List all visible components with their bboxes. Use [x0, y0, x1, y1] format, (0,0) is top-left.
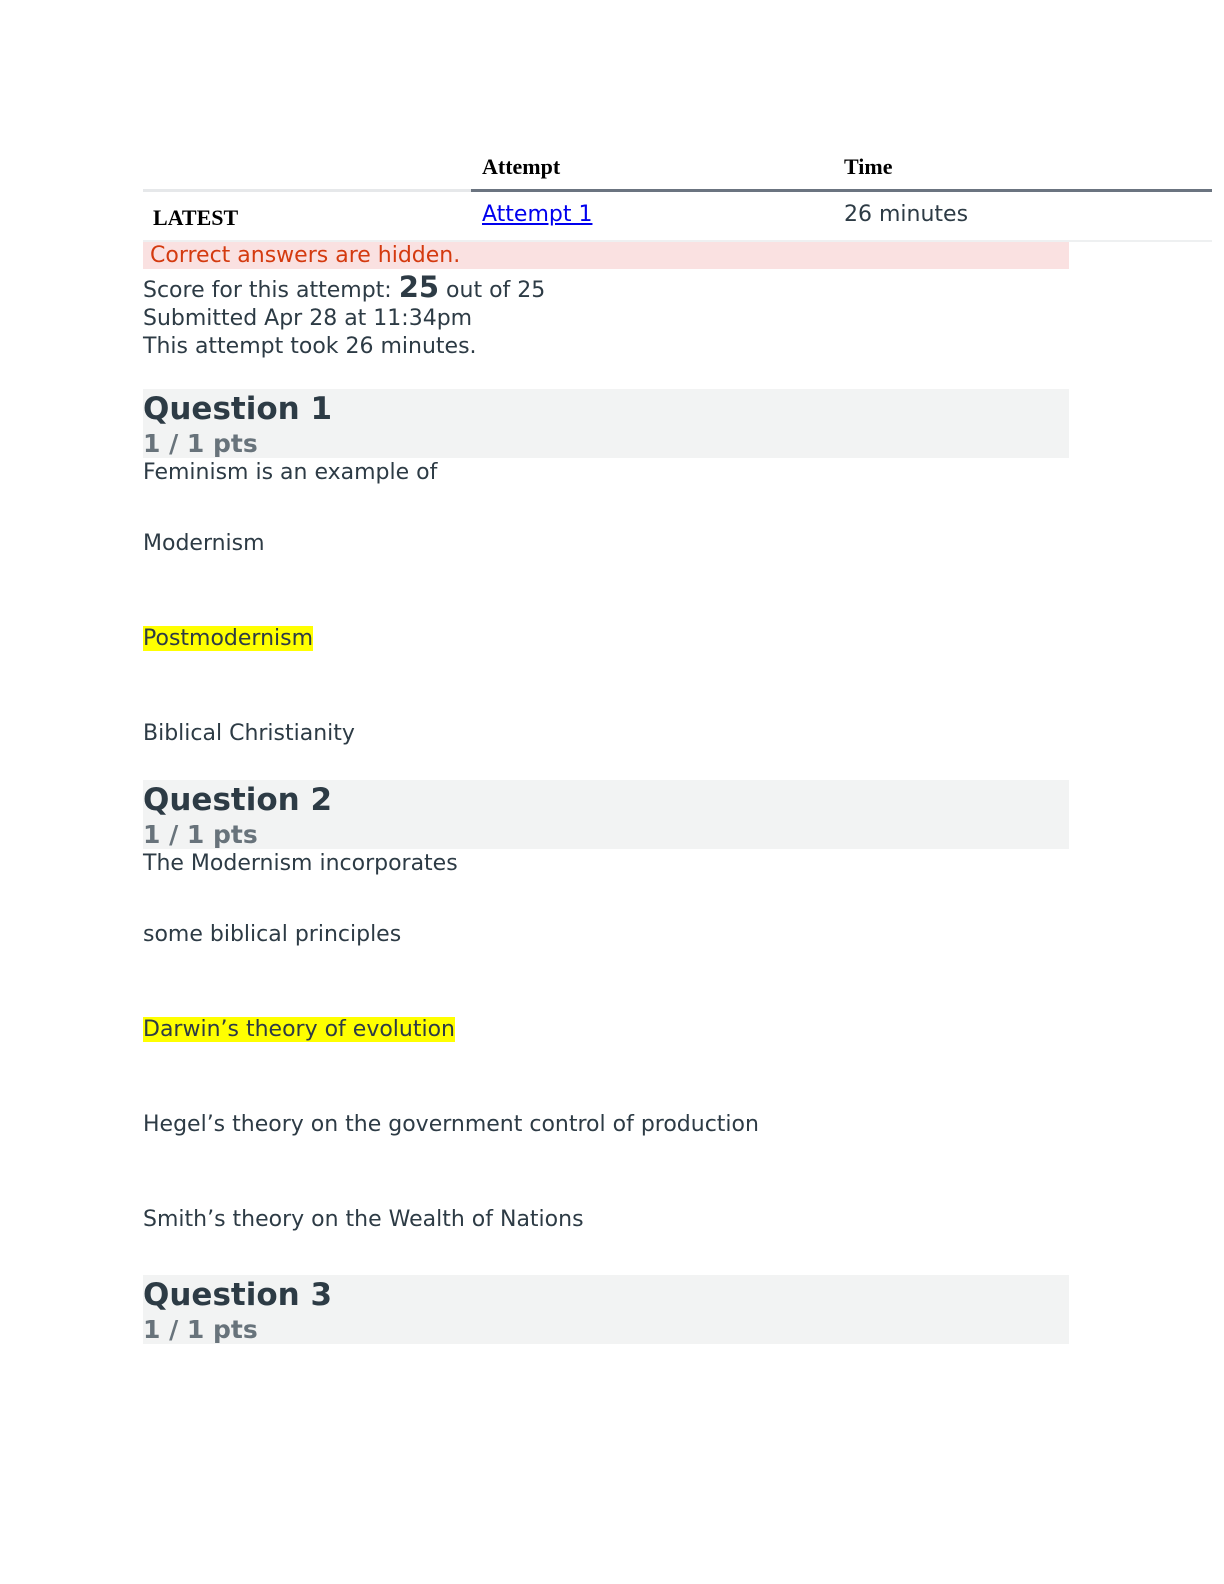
correct-answers-hidden-banner: Correct answers are hidden.	[143, 242, 1069, 269]
answer-text: Postmodernism	[143, 626, 314, 651]
question-text: Feminism is an example of	[143, 460, 438, 485]
answer-option-selected[interactable]	[143, 624, 1212, 654]
answer-option[interactable]	[143, 1110, 1212, 1140]
answer-option[interactable]	[143, 920, 1212, 950]
question-title: Question 3	[143, 1277, 333, 1313]
question-points: 1 / 1 pts	[143, 429, 258, 458]
question-3	[143, 1275, 1212, 1344]
score-suffix: out of 25	[439, 278, 546, 303]
column-header-attempt: Attempt	[482, 154, 561, 179]
question-points: 1 / 1 pts	[143, 820, 258, 849]
answer-list	[143, 920, 1212, 1235]
attempt-time: 26 minutes	[844, 202, 969, 227]
duration-line: This attempt took 26 minutes.	[143, 334, 477, 359]
score-line	[143, 270, 1212, 305]
quiz-results-page	[143, 150, 1212, 1344]
column-header-time: Time	[844, 154, 893, 179]
question-title: Question 2	[143, 782, 333, 818]
question-text: The Modernism incorporates	[143, 851, 458, 876]
latest-label: LATEST	[153, 205, 239, 230]
answer-text: Biblical Christianity	[143, 721, 355, 746]
answer-option[interactable]	[143, 529, 1212, 559]
answer-text: Hegel’s theory on the government control of production	[143, 1112, 759, 1137]
answer-text: Darwin’s theory of evolution	[143, 1017, 455, 1042]
answer-text: Modernism	[143, 531, 265, 556]
answer-option[interactable]	[143, 719, 1212, 749]
attempt-history-table	[143, 150, 1212, 242]
question-header	[143, 1275, 1069, 1344]
score-value: 25	[398, 270, 440, 304]
question-header	[143, 780, 1069, 849]
question-2	[143, 780, 1212, 1235]
answer-option-selected[interactable]	[143, 1015, 1212, 1045]
header-divider-right	[471, 189, 1212, 192]
question-points: 1 / 1 pts	[143, 1315, 258, 1344]
header-divider-left	[143, 189, 471, 192]
answer-text: Smith’s theory on the Wealth of Nations	[143, 1207, 584, 1232]
question-header	[143, 389, 1069, 458]
submitted-line: Submitted Apr 28 at 11:34pm	[143, 306, 473, 331]
attempt-link[interactable]: Attempt 1	[482, 202, 593, 227]
attempt-summary	[143, 270, 1212, 361]
question-title: Question 1	[143, 391, 333, 427]
row-divider	[143, 240, 1212, 242]
score-prefix: Score for this attempt:	[143, 278, 399, 303]
answer-list	[143, 529, 1212, 749]
answer-text: some biblical principles	[143, 922, 402, 947]
answer-option[interactable]	[143, 1205, 1212, 1235]
question-1	[143, 389, 1212, 749]
